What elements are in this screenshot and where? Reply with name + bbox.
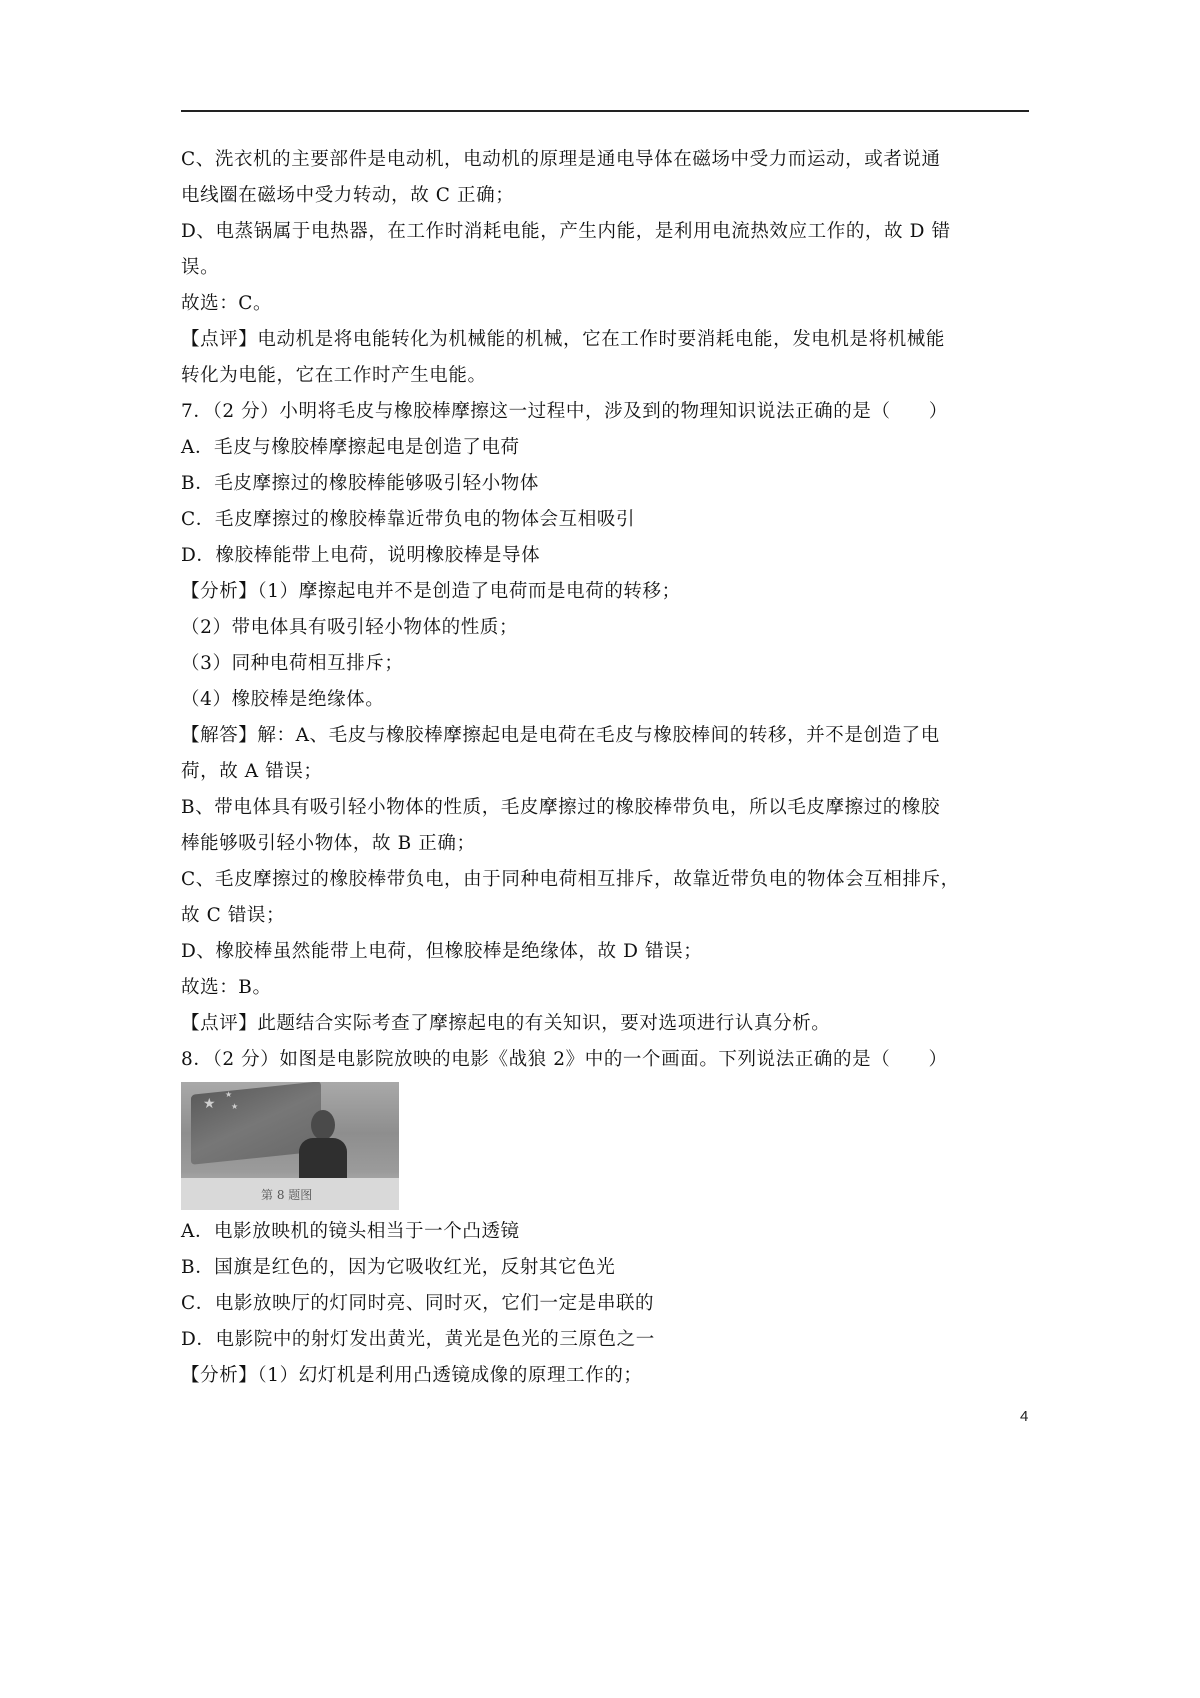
- question-7-stem: 7．（2 分）小明将毛皮与橡胶棒摩擦这一过程中，涉及到的物理知识说法正确的是（ ）: [181, 401, 948, 422]
- option-a: A．毛皮与橡胶棒摩擦起电是创造了电荷: [181, 437, 520, 458]
- text-line: （3）同种电荷相互排斥；: [181, 653, 404, 674]
- text-line: 【分析】（1）幻灯机是利用凸透镜成像的原理工作的；: [181, 1365, 643, 1386]
- text-line: （4）橡胶棒是绝缘体。: [181, 689, 385, 710]
- text-line: 误。: [181, 257, 220, 278]
- text-line: 棒能够吸引轻小物体，故 B 正确；: [181, 833, 476, 854]
- text-line: D、电蒸锅属于电热器，在工作时消耗电能，产生内能，是利用电流热效应工作的，故 D 错: [181, 221, 951, 242]
- person-head: [311, 1110, 335, 1140]
- option-b: B．国旗是红色的，因为它吸收红光，反射其它色光: [181, 1257, 616, 1278]
- text-line: B、带电体具有吸引轻小物体的性质，毛皮摩擦过的橡胶棒带负电，所以毛皮摩擦过的橡胶: [181, 797, 941, 818]
- text-line: C、毛皮摩擦过的橡胶棒带负电，由于同种电荷相互排斥，故靠近带负电的物体会互相排斥，: [181, 869, 960, 890]
- text-line: C、洗衣机的主要部件是电动机，电动机的原理是通电导体在磁场中受力而运动，或者说通: [181, 149, 941, 170]
- header-rule: [181, 110, 1029, 112]
- text-line: 荷，故 A 错误；: [181, 761, 323, 782]
- text-line: D、橡胶棒虽然能带上电荷，但橡胶棒是绝缘体，故 D 错误；: [181, 941, 703, 962]
- text-line: 故选：C。: [181, 293, 273, 314]
- text-line: 故 C 错误；: [181, 905, 286, 926]
- star-icon: ★: [225, 1090, 233, 1099]
- star-icon: ★: [231, 1102, 239, 1111]
- star-icon: ★: [203, 1096, 216, 1112]
- text-line: 故选：B。: [181, 977, 272, 998]
- text-line: 【点评】电动机是将电能转化为机械能的机械，它在工作时要消耗电能，发电机是将机械能: [181, 329, 946, 350]
- option-c: C．电影放映厅的灯同时亮、同时灭，它们一定是串联的: [181, 1293, 655, 1314]
- text-line: 电线圈在磁场中受力转动，故 C 正确；: [181, 185, 515, 206]
- text-line: 转化为电能，它在工作时产生电能。: [181, 365, 487, 386]
- movie-still-figure: [181, 1082, 399, 1210]
- figure-caption: 第 8 题图: [261, 1188, 313, 1202]
- person-body: [299, 1138, 347, 1182]
- page-number: 4: [1020, 1408, 1029, 1425]
- option-d: D．橡胶棒能带上电荷，说明橡胶棒是导体: [181, 545, 541, 566]
- option-d: D．电影院中的射灯发出黄光，黄光是色光的三原色之一: [181, 1329, 655, 1350]
- option-a: A．电影放映机的镜头相当于一个凸透镜: [181, 1221, 520, 1242]
- text-line: 【解答】解：A、毛皮与橡胶棒摩擦起电是电荷在毛皮与橡胶棒间的转移，并不是创造了电: [181, 725, 940, 746]
- text-line: 【点评】此题结合实际考查了摩擦起电的有关知识，要对选项进行认真分析。: [181, 1013, 831, 1034]
- text-line: 【分析】（1）摩擦起电并不是创造了电荷而是电荷的转移；: [181, 581, 681, 602]
- option-b: B．毛皮摩擦过的橡胶棒能够吸引轻小物体: [181, 473, 539, 494]
- option-c: C．毛皮摩擦过的橡胶棒靠近带负电的物体会互相吸引: [181, 509, 636, 530]
- text-line: （2）带电体具有吸引轻小物体的性质；: [181, 617, 519, 638]
- document-body: [181, 142, 1041, 1394]
- question-8-stem: 8．（2 分）如图是电影院放映的电影《战狼 2》中的一个画面。下列说法正确的是（ ）: [181, 1049, 948, 1070]
